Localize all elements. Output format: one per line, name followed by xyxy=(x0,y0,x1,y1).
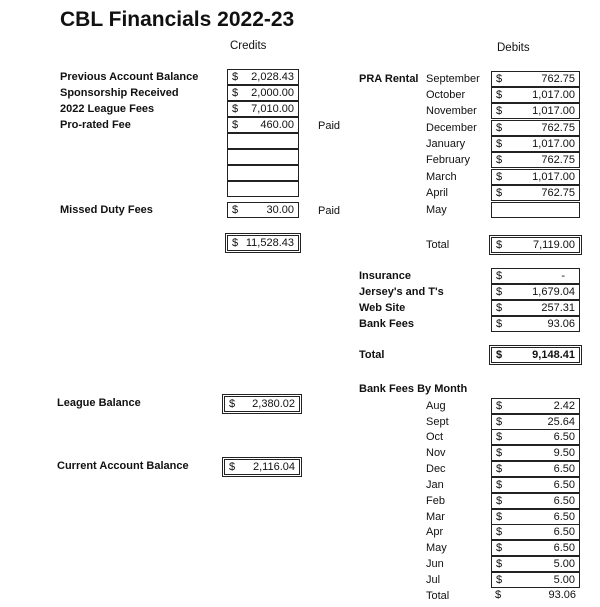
bank-fee-month: May xyxy=(426,542,447,554)
bank-fee-box xyxy=(491,414,580,430)
debit-amount-box xyxy=(491,169,580,185)
credits-total-box xyxy=(227,235,299,251)
currency-symbol: $ xyxy=(232,119,239,131)
debit-amount-box xyxy=(491,300,580,316)
debit-month: April xyxy=(426,187,449,199)
debit-amount-box xyxy=(491,136,580,152)
debit-label-website: Web Site xyxy=(359,302,406,314)
credit-amount-box xyxy=(227,117,299,133)
grand-total-amount: 9,148.41 xyxy=(532,349,575,361)
bank-fee-box xyxy=(491,477,580,493)
debit-amount-box xyxy=(491,152,580,168)
bank-fee-month: Jul xyxy=(426,574,441,586)
bank-fee-total-amount: 93.06 xyxy=(548,589,576,601)
credit-label-previous-balance: Previous Account Balance xyxy=(60,71,199,83)
current-balance-label: Current Account Balance xyxy=(57,460,189,472)
pra-rental-label: PRA Rental xyxy=(359,73,419,85)
bank-fee-month: Jun xyxy=(426,558,444,570)
league-balance-box xyxy=(224,396,300,412)
debit-month: February xyxy=(426,154,471,166)
credit-amount: 2,000.00 xyxy=(251,87,294,99)
debit-amount-box xyxy=(491,316,580,332)
currency-symbol: $ xyxy=(496,447,503,459)
debit-month: March xyxy=(426,171,457,183)
grand-total-label: Total xyxy=(359,349,385,361)
bank-fee-box xyxy=(491,461,580,477)
currency-symbol: $ xyxy=(232,71,239,83)
credit-label-prorated-fee: Pro-rated Fee xyxy=(60,119,131,131)
credit-label-missed-duty: Missed Duty Fees xyxy=(60,204,153,216)
current-balance-amount: 2,116.04 xyxy=(252,461,295,473)
currency-symbol: $ xyxy=(496,349,503,361)
debit-amount: 93.06 xyxy=(547,318,575,330)
debit-amount-box xyxy=(491,103,580,119)
debit-label-insurance: Insurance xyxy=(359,270,411,282)
currency-symbol: $ xyxy=(232,204,239,216)
bank-fee-box xyxy=(491,509,580,525)
bank-fee-total xyxy=(491,588,580,604)
bank-fee-month: Oct xyxy=(426,431,444,443)
bank-fee-box xyxy=(491,493,580,509)
bank-fee-month: Dec xyxy=(426,463,446,475)
debit-month: May xyxy=(426,204,447,216)
bank-fee-box xyxy=(491,572,580,588)
currency-symbol: $ xyxy=(229,398,236,410)
debit-amount: 1,017.00 xyxy=(532,105,575,117)
debit-label-bank-fees: Bank Fees xyxy=(359,318,415,330)
currency-symbol: $ xyxy=(496,73,503,85)
currency-symbol: $ xyxy=(496,431,503,443)
paid-note: Paid xyxy=(318,120,341,132)
currency-symbol: $ xyxy=(229,461,236,473)
debit-amount: 1,017.00 xyxy=(532,138,575,150)
currency-symbol: $ xyxy=(232,237,239,249)
debit-amount: 762.75 xyxy=(541,154,575,166)
bank-fee-amount: 6.50 xyxy=(553,479,575,491)
currency-symbol: $ xyxy=(496,318,503,330)
debit-amount: 1,679.04 xyxy=(532,286,575,298)
debit-amount-box xyxy=(491,284,580,300)
bank-fee-amount: 6.50 xyxy=(553,526,575,538)
currency-symbol: $ xyxy=(496,479,503,491)
currency-symbol: $ xyxy=(495,589,502,601)
bank-fee-amount: 2.42 xyxy=(553,400,575,412)
debit-month: December xyxy=(426,122,477,134)
debit-amount-box xyxy=(491,268,580,284)
currency-symbol: $ xyxy=(496,89,503,101)
bank-fee-amount: 5.00 xyxy=(553,558,575,570)
bank-fee-amount: 25.64 xyxy=(547,416,575,428)
debit-month: September xyxy=(426,73,480,85)
bank-fee-box xyxy=(491,556,580,572)
debit-month: October xyxy=(426,89,466,101)
currency-symbol: $ xyxy=(496,574,503,586)
bank-fee-month: Aug xyxy=(426,400,446,412)
bank-fee-month: Feb xyxy=(426,495,445,507)
debit-amount: 762.75 xyxy=(541,73,575,85)
currency-symbol: $ xyxy=(496,239,503,251)
currency-symbol: $ xyxy=(496,511,503,523)
league-balance-amount: 2,380.02 xyxy=(252,398,295,410)
bank-fee-month: Sept xyxy=(426,416,449,428)
currency-symbol: $ xyxy=(496,187,503,199)
currency-symbol: $ xyxy=(232,87,239,99)
pra-total-amount: 7,119.00 xyxy=(532,239,575,251)
empty-credit-box xyxy=(227,133,299,149)
currency-symbol: $ xyxy=(496,495,503,507)
debit-amount-box xyxy=(491,185,580,201)
credit-amount: 460.00 xyxy=(260,119,294,131)
page-title: CBL Financials 2022-23 xyxy=(60,8,295,31)
credit-amount-box xyxy=(227,202,299,218)
bank-fee-month: Mar xyxy=(426,511,445,523)
debit-month: January xyxy=(426,138,466,150)
debit-amount: 257.31 xyxy=(541,302,575,314)
debit-amount: 1,017.00 xyxy=(532,171,575,183)
currency-symbol: $ xyxy=(496,526,503,538)
credit-amount-box xyxy=(227,69,299,85)
credit-amount: 7,010.00 xyxy=(251,103,294,115)
league-balance-label: League Balance xyxy=(57,397,141,409)
debit-amount-box xyxy=(491,202,580,218)
debits-header: Debits xyxy=(497,42,530,54)
currency-symbol: $ xyxy=(496,542,503,554)
debit-amount-box xyxy=(491,87,580,103)
credit-amount-box xyxy=(227,85,299,101)
debit-amount: - xyxy=(561,270,565,282)
bank-fee-box xyxy=(491,445,580,461)
credit-label-sponsorship: Sponsorship Received xyxy=(60,87,179,99)
currency-symbol: $ xyxy=(496,302,503,314)
bank-fee-amount: 6.50 xyxy=(553,431,575,443)
currency-symbol: $ xyxy=(232,103,239,115)
debit-amount-box xyxy=(491,120,580,136)
empty-credit-box xyxy=(227,149,299,165)
currency-symbol: $ xyxy=(496,105,503,117)
currency-symbol: $ xyxy=(496,270,503,282)
bank-fee-box xyxy=(491,429,580,445)
currency-symbol: $ xyxy=(496,558,503,570)
bank-fee-amount: 6.50 xyxy=(553,542,575,554)
bank-fee-total-label: Total xyxy=(426,590,450,602)
credit-amount-box xyxy=(227,101,299,117)
credit-label-league-fees: 2022 League Fees xyxy=(60,103,155,115)
credits-header: Credits xyxy=(230,40,267,52)
bank-fees-header: Bank Fees By Month xyxy=(359,383,468,395)
paid-note: Paid xyxy=(318,205,341,217)
bank-fee-amount: 6.50 xyxy=(553,463,575,475)
empty-credit-box xyxy=(227,165,299,181)
currency-symbol: $ xyxy=(496,122,503,134)
currency-symbol: $ xyxy=(496,463,503,475)
debit-amount: 1,017.00 xyxy=(532,89,575,101)
current-balance-box xyxy=(224,459,300,475)
debit-label-jerseys: Jersey's and T's xyxy=(359,286,444,298)
credit-amount: 2,028.43 xyxy=(251,71,294,83)
pra-total-label: Total xyxy=(426,239,450,251)
credit-amount: 30.00 xyxy=(266,204,294,216)
bank-fee-month: Jan xyxy=(426,479,444,491)
debit-month: November xyxy=(426,105,477,117)
debit-amount-box xyxy=(491,71,580,87)
bank-fee-amount: 6.50 xyxy=(553,495,575,507)
bank-fee-box xyxy=(491,540,580,556)
bank-fee-month: Nov xyxy=(426,447,446,459)
debit-amount: 762.75 xyxy=(541,187,575,199)
bank-fee-amount: 9.50 xyxy=(553,447,575,459)
currency-symbol: $ xyxy=(496,171,503,183)
grand-total-box xyxy=(491,347,580,363)
bank-fee-amount: 5.00 xyxy=(553,574,575,586)
bank-fee-box xyxy=(491,398,580,414)
pra-total-box xyxy=(491,237,580,253)
bank-fee-box xyxy=(491,524,580,540)
currency-symbol: $ xyxy=(496,286,503,298)
debit-amount: 762.75 xyxy=(541,122,575,134)
currency-symbol: $ xyxy=(496,154,503,166)
bank-fee-amount: 6.50 xyxy=(553,511,575,523)
currency-symbol: $ xyxy=(496,416,503,428)
currency-symbol: $ xyxy=(496,138,503,150)
empty-credit-box xyxy=(227,181,299,197)
bank-fee-month: Apr xyxy=(426,526,444,538)
currency-symbol: $ xyxy=(496,400,503,412)
credits-total-amount: 11,528.43 xyxy=(245,237,294,249)
